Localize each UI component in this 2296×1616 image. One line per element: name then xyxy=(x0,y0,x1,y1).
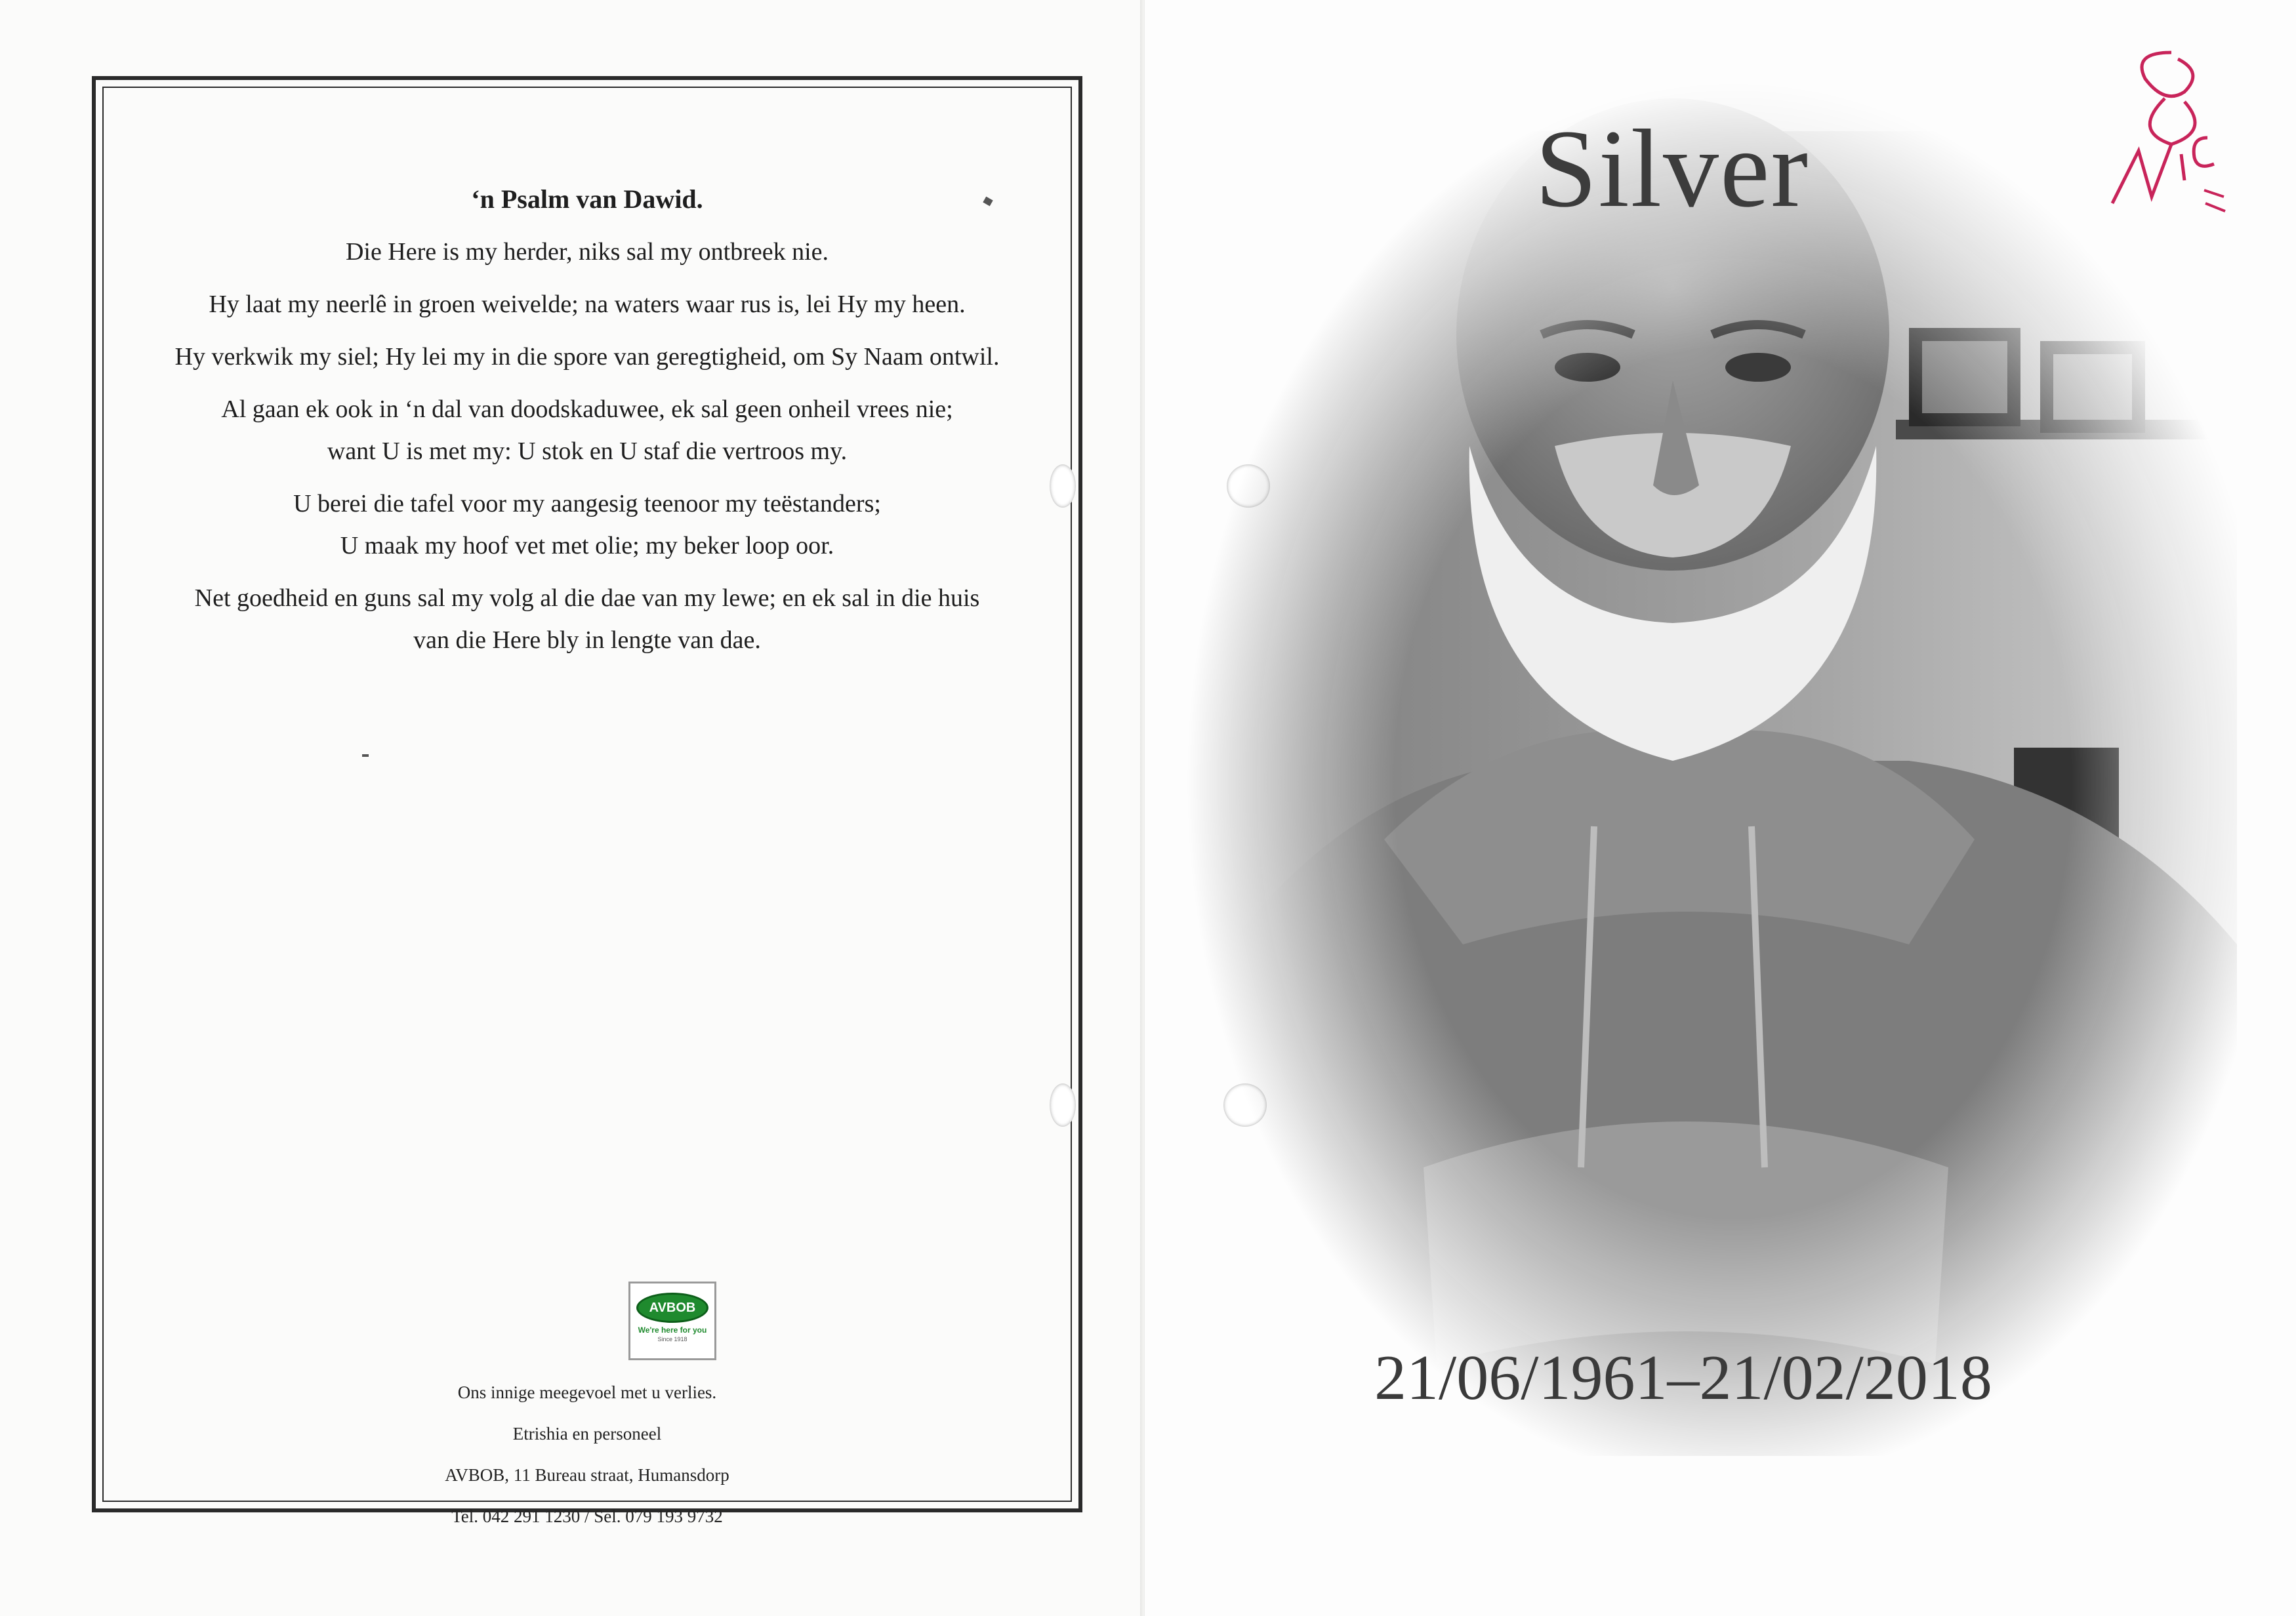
punch-hole xyxy=(1050,464,1076,508)
phone-numbers: Tel. 042 291 1230 / Sel. 079 193 9732 xyxy=(451,1506,723,1526)
avbob-logo-mark: AVBOB xyxy=(636,1293,708,1323)
signed-by: Etrishia en personeel xyxy=(512,1424,662,1444)
avbob-logo xyxy=(628,1282,716,1360)
deceased-name: Silver xyxy=(1535,107,1810,230)
handwritten-annotation xyxy=(2093,39,2237,256)
condolence-footer xyxy=(96,1372,1078,1537)
psalm-verse-2 xyxy=(96,283,1078,325)
punch-hole xyxy=(1050,1083,1076,1127)
portrait-photo-icon xyxy=(1187,52,2237,1456)
psalm-verse-1 xyxy=(96,231,1078,273)
psalm-line: van die Here bly in lengte van dae. xyxy=(413,626,761,654)
address: AVBOB, 11 Bureau straat, Humansdorp xyxy=(445,1465,729,1485)
psalm-line: Hy verkwik my siel; Hy lei my in die spore van geregtigheid, om Sy Naam ontwil. xyxy=(174,343,1000,371)
psalm-block xyxy=(96,178,1078,672)
page-border xyxy=(92,76,1082,1526)
psalm-verse-6 xyxy=(96,577,1078,661)
psalm-line: U berei die tafel voor my aangesig teenoor my teëstanders; xyxy=(293,490,881,517)
paper-speck xyxy=(362,754,369,757)
psalm-verse-5 xyxy=(96,483,1078,567)
psalm-line: U maak my hoof vet met olie; my beker loop oor. xyxy=(340,532,834,559)
psalm-line: Al gaan ek ook in ‘n dal van doodskaduwee, ek sal geen onheil vrees nie; xyxy=(221,395,953,423)
psalm-title: ‘n Psalm van Dawid. xyxy=(471,184,703,214)
psalm-line: Net goedheid en guns sal my volg al die dae van my lewe; en ek sal in die huis xyxy=(194,584,980,612)
left-page xyxy=(0,0,1141,1616)
psalm-line: Hy laat my neerlê in groen weivelde; na waters waar rus is, lei Hy my heen. xyxy=(209,291,966,318)
avbob-logo-since: Since 1918 xyxy=(657,1336,687,1343)
psalm-line: want U is met my: U stok en U staf die vertroos my. xyxy=(327,437,848,465)
portrait-photo xyxy=(1187,52,2237,1456)
psalm-verse-3 xyxy=(96,336,1078,378)
avbob-logo-tagline: We're here for you xyxy=(638,1325,707,1335)
psalm-line: Die Here is my herder, niks sal my ontbreek nie. xyxy=(345,238,829,266)
psalm-verse-4 xyxy=(96,388,1078,472)
condolence-text: Ons innige meegevoel met u verlies. xyxy=(457,1383,717,1402)
life-dates: 21/06/1961–21/02/2018 xyxy=(1374,1343,1992,1413)
